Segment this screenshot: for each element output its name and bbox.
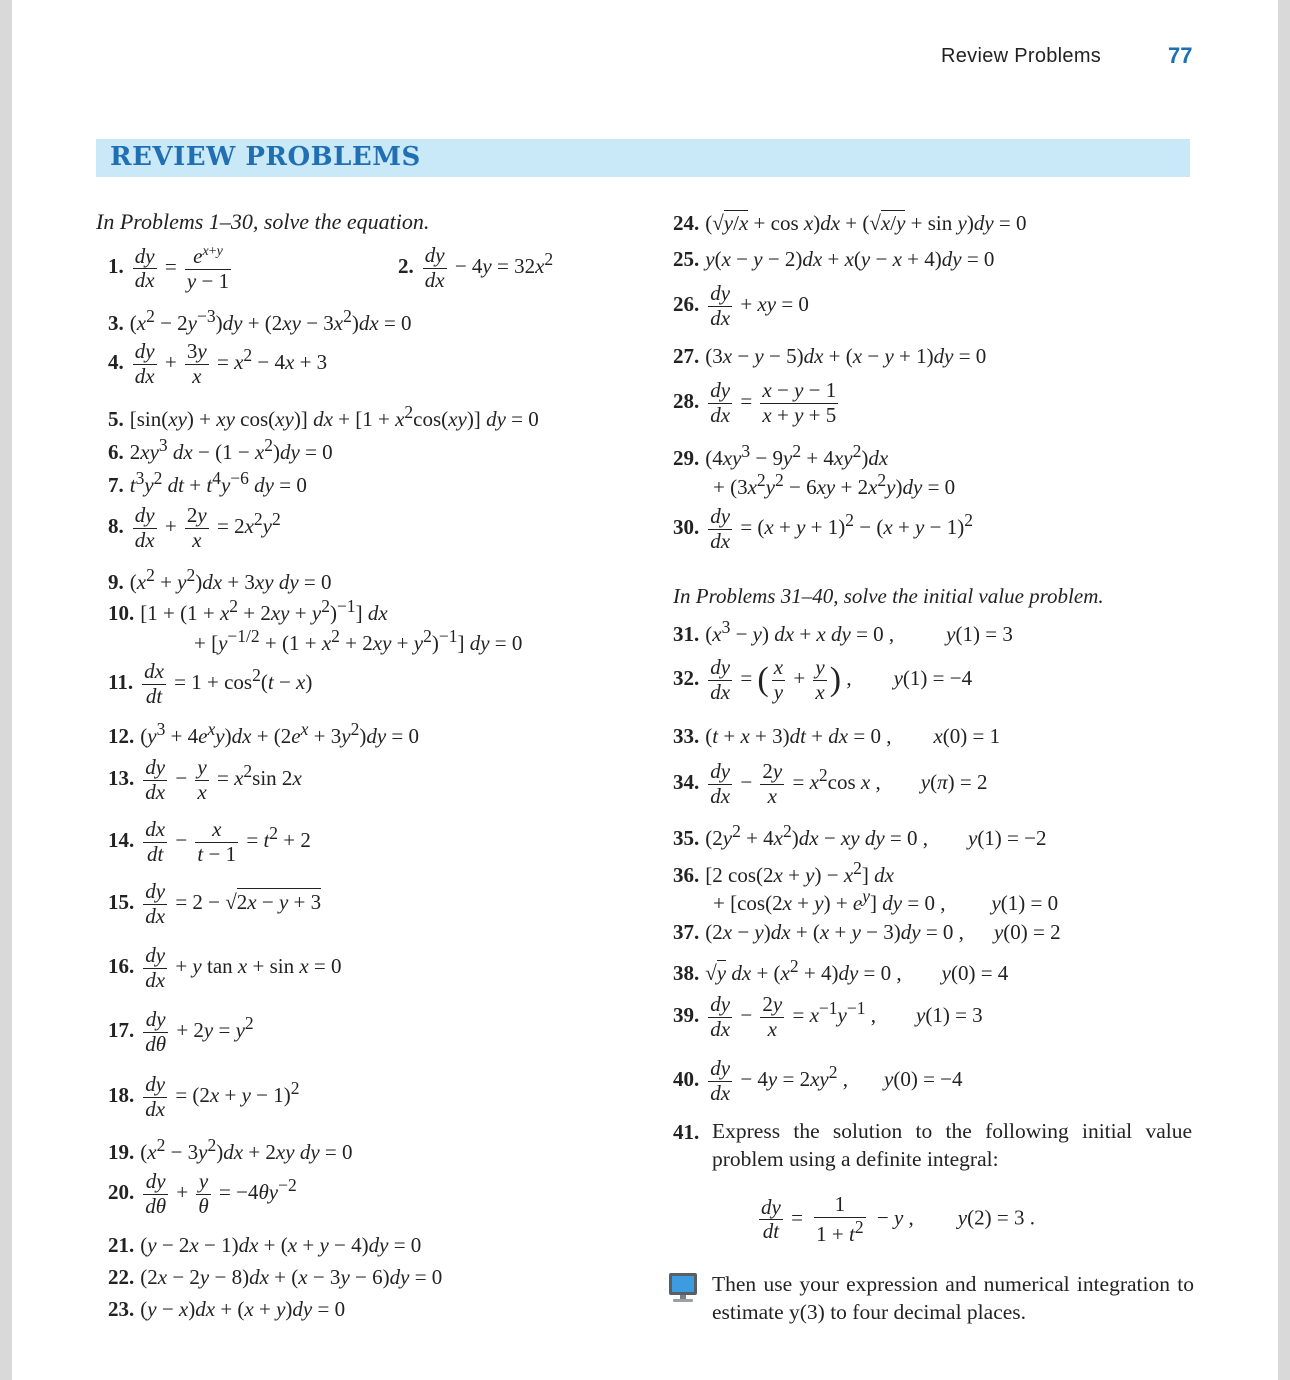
problem-3: 3. $(x^2 - 2y^{-3})dy + (2xy - 3x^2)dx = 0$ <box>108 306 412 335</box>
problem-30: 30. $\frac{dy}{dx}$ = $(x + y + 1)^2 - (x + y - 1)^2$ <box>673 504 973 553</box>
problem-number: 2. <box>398 253 414 278</box>
problem-21: 21. (y − 2x − 1)dx + (x + y − 4)dy = 0 <box>108 1233 422 1257</box>
problem-number: 26. <box>673 291 700 316</box>
intro-problems-31-40: In Problems 31–40, solve the initial value problem. <box>673 584 1104 608</box>
problem-29-line-2: + $(3x^2y^2 - 6xy + 2x^2y)dy = 0$ <box>713 470 956 499</box>
problem-10-line-2: + $[y^{-1/2} + (1 + x^2 + 2xy + y^2)^{-1}]$ dy = 0 <box>194 626 523 655</box>
problem-7: 7. $t^3y^2$ dt + $t^4y^{-6}$ dy = 0 <box>108 468 307 497</box>
problem-number: 29. <box>673 446 700 470</box>
problem-number: 37. <box>673 920 700 944</box>
problem-number: 21. <box>108 1233 135 1257</box>
problem-15: 15. $\frac{dy}{dx}$ = 2 − √2x − y + 3 <box>108 879 322 928</box>
problem-36: 36. [2 $\cos(2x + y) - x^2$] dx <box>673 858 894 887</box>
computer-icon <box>668 1272 698 1306</box>
problem-number: 17. <box>108 1017 135 1042</box>
problem-41-number <box>673 1122 705 1143</box>
problem-11: 11. $\frac{dx}{dt}$ = $1 + \cos^2(t - x)$ <box>108 659 313 708</box>
problem-41-equation: $\frac{dy}{dt}$ = $\frac{1}{1 + t^2}$ − y , y(2) = 3 . <box>761 1192 1035 1246</box>
problem-28: 28. $\frac{dy}{dx}$ = $\frac{x - y - 1}{x + y + 5}$ <box>673 378 837 427</box>
problem-5: 5. [sin(xy) + xy cos(xy)] dx + $[1 + x^2\cos(xy)]$ dy = 0 <box>108 402 539 431</box>
problem-17: 17. $\frac{dy}{d\theta}$ + $2y = y^2$ <box>108 1007 254 1056</box>
problem-number: 16. <box>108 953 135 978</box>
section-title: REVIEW PROBLEMS <box>110 142 421 172</box>
problem-number: 27. <box>673 344 700 368</box>
problem-31: 31. $(x^3 - y)$ dx + x dy = 0 , y(1) = 3 <box>673 617 1013 646</box>
problem-22: 22. (2x − 2y − 8)dx + (x − 3y − 6)dy = 0 <box>108 1265 443 1289</box>
problem-23: 23. (y − x)dx + (x + y)dy = 0 <box>108 1297 346 1321</box>
problem-number: 30. <box>673 514 700 539</box>
problem-38: 38. √y dx + $(x^2 + 4)dy = 0$ , y(0) = 4 <box>673 956 1009 985</box>
problem-number: 24. <box>673 211 700 235</box>
problem-number: 40. <box>673 1066 700 1091</box>
problem-number: 39. <box>673 1002 700 1027</box>
problem-number: 5. <box>108 407 124 431</box>
problem-number: 32. <box>673 665 700 690</box>
problem-number: 11. <box>108 669 134 694</box>
problem-12: 12. $(y^3 + 4e^xy)dx + (2e^x + 3y^2)dy = 0$ <box>108 719 419 748</box>
problem-number: 35. <box>673 826 700 850</box>
problem-number: 34. <box>673 769 700 794</box>
problem-number: 36. <box>673 863 700 887</box>
problem-number: 33. <box>673 724 700 748</box>
page <box>12 0 1278 1380</box>
running-header <box>12 45 1278 75</box>
problem-number: 6. <box>108 440 124 464</box>
problem-number: 19. <box>108 1140 135 1164</box>
problem-41-followup: Then use your expression and numerical integration to estimate y(3) to four decimal places. <box>712 1272 1194 1324</box>
problem-number: 8. <box>108 513 124 538</box>
problem-4: 4. $\frac{dy}{dx}$ + $\frac{3y}{x}$ = $x^2 - 4x + 3$ <box>108 339 328 388</box>
problem-37: 37. (2x − y)dx + (x + y − 3)dy = 0 , y(0) = 2 <box>673 920 1061 944</box>
problem-number: 18. <box>108 1082 135 1107</box>
problem-number: 3. <box>108 311 124 335</box>
problem-9: 9. $(x^2 + y^2)dx + 3xy$ dy = 0 <box>108 565 332 594</box>
problem-number: 23. <box>108 1297 135 1321</box>
problem-36-line-2: + $[\cos(2x + y) + e^y]$ dy = 0 , y(1) = 0 <box>713 886 1059 915</box>
problem-number: 28. <box>673 388 700 413</box>
problem-number: 13. <box>108 765 135 790</box>
problem-27: 27. (3x − y − 5)dx + (x − y + 1)dy = 0 <box>673 344 987 368</box>
section-banner <box>96 139 1190 177</box>
problem-24: 24. (√y/x + cos x)dx + (√x/y + sin y)dy = 0 <box>673 211 1027 235</box>
problem-number: 14. <box>108 827 135 852</box>
problem-8: 8. $\frac{dy}{dx}$ + $\frac{2y}{x}$ = $2x^2y^2$ <box>108 503 281 552</box>
problem-32: 32. $\frac{dy}{dx}$ = ( $\frac{x}{y}$ + $\frac{y}{x}$ ) , y(1) = −4 <box>673 655 973 704</box>
problem-19: 19. $(x^2 - 3y^2)dx + 2xy$ dy = 0 <box>108 1135 353 1164</box>
problem-33: 33. (t + x + 3)dt + dx = 0 , x(0) = 1 <box>673 724 1001 748</box>
problem-26: 26. $\frac{dy}{dx}$ + xy = 0 <box>673 281 809 330</box>
problem-40: 40. $\frac{dy}{dx}$ − $4y = 2xy^2$ , y(0) = −4 <box>673 1056 963 1105</box>
problem-41-statement: Express the solution to the following initial value problem using a definite integral: <box>712 1119 1192 1171</box>
problem-18: 18. $\frac{dy}{dx}$ = $(2x + y - 1)^2$ <box>108 1072 300 1121</box>
problem-number: 1. <box>108 254 124 279</box>
problem-number: 9. <box>108 570 124 594</box>
problem-6: 6. $2xy^3$ dx − $(1 - x^2)dy = 0$ <box>108 435 333 464</box>
problem-number: 10. <box>108 601 135 625</box>
running-title: Review Problems <box>941 45 1102 67</box>
problem-number: 31. <box>673 622 700 646</box>
problem-number: 12. <box>108 724 135 748</box>
problem-34: 34. $\frac{dy}{dx}$ − $\frac{2y}{x}$ = $x^2\cos$ x , y(π) = 2 <box>673 759 988 808</box>
problem-35: 35. $(2y^2 + 4x^2)dx$ − xy dy = 0 , y(1) = −2 <box>673 821 1047 850</box>
page-number: 77 <box>1168 43 1193 68</box>
problem-13: 13. $\frac{dy}{dx}$ − $\frac{y}{x}$ = $x^2\sin$ 2x <box>108 755 302 804</box>
problem-20: 20. $\frac{dy}{d\theta}$ + $\frac{y}{\theta}$ = $-4\theta y^{-2}$ <box>108 1169 297 1218</box>
problem-number: 25. <box>673 247 700 271</box>
problem-number: 4. <box>108 349 124 374</box>
intro-problems-1-30: In Problems 1–30, solve the equation. <box>96 209 430 234</box>
problem-number: 15. <box>108 889 135 914</box>
problem-39: 39. $\frac{dy}{dx}$ − $\frac{2y}{x}$ = $x^{-1}y^{-1}$ , y(1) = 3 <box>673 992 983 1041</box>
problem-number: 41. <box>673 1120 700 1144</box>
problem-14: 14. $\frac{dx}{dt}$ − $\frac{x}{t - 1}$ = $t^2 + 2$ <box>108 817 311 866</box>
problem-number: 22. <box>108 1265 135 1289</box>
problem-25: 25. y(x − y − 2)dx + x(y − x + 4)dy = 0 <box>673 247 995 271</box>
problem-1: 1. $\frac{dy}{dx}$ = $\frac{e^{x+y}}{y - 1}$ <box>108 243 230 293</box>
problem-number: 7. <box>108 473 124 497</box>
problem-10: 10. $[1 + (1 + x^2 + 2xy + y^2)^{-1}]$ dx <box>108 596 388 625</box>
problem-2: 2. $\frac{dy}{dx}$ − $4y = 32x^2$ <box>398 243 554 292</box>
problem-16: 16. $\frac{dy}{dx}$ + y tan x + sin x = 0 <box>108 943 342 992</box>
problem-number: 38. <box>673 961 700 985</box>
problem-number: 20. <box>108 1179 135 1204</box>
problem-29: 29. $(4xy^3 - 9y^2 + 4xy^2)dx$ <box>673 441 889 470</box>
